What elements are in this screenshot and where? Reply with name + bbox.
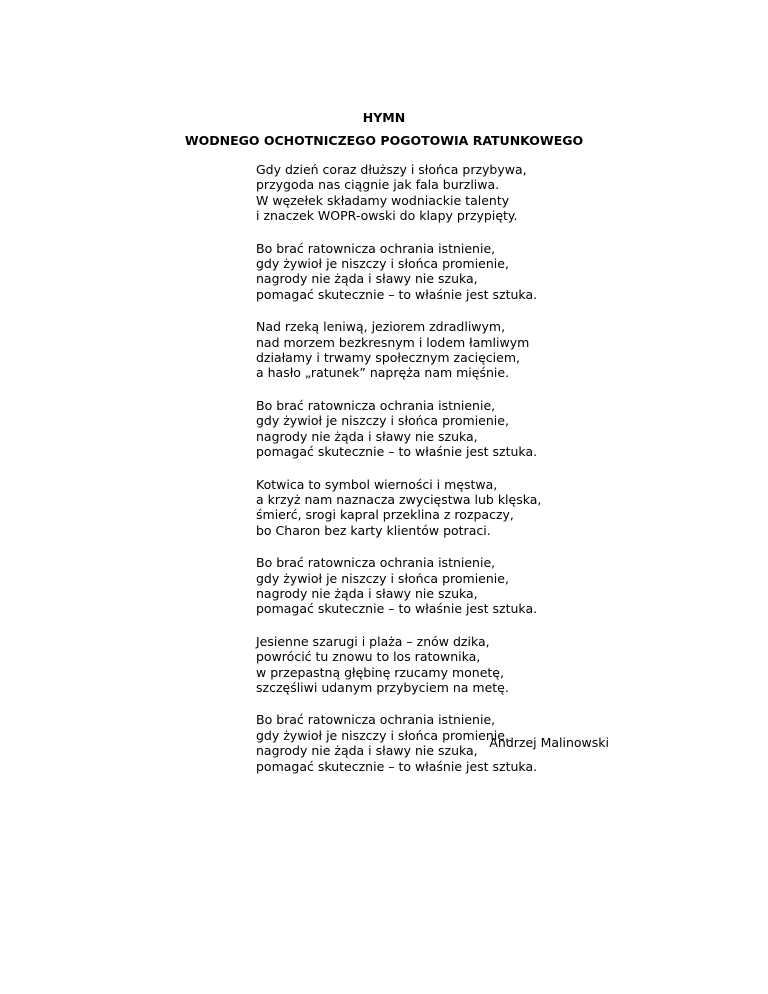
poem-body	[256, 162, 616, 791]
poem-line: szczęśliwi udanym przybyciem na metę.	[256, 679, 509, 695]
poem-line: śmierć, srogi kapral przeklina z rozpaczy,	[256, 507, 514, 523]
poem-line: Bo brać ratownicza ochrania istnienie,	[256, 712, 496, 728]
poem-line: nagrody nie żąda i sławy nie szuka,	[256, 743, 478, 759]
poem-line: powrócić tu znowu to los ratownika,	[256, 649, 481, 665]
poem-line: przygoda nas ciągnie jak fala burzliwa.	[256, 177, 500, 193]
stanza	[256, 319, 616, 381]
refrain-stanza	[256, 555, 616, 617]
refrain-stanza	[256, 398, 616, 460]
poem-line: Bo brać ratownicza ochrania istnienie,	[256, 397, 496, 413]
poem-line: gdy żywioł je niszczy i słońca promienie,	[256, 256, 509, 272]
poem-line: bo Charon bez karty klientów potraci.	[256, 522, 491, 538]
poem-line: Gdy dzień coraz dłuższy i słońca przybywa,	[256, 162, 527, 177]
document-subtitle: WODNEGO OCHOTNICZEGO POGOTOWIA RATUNKOWEGO	[184, 133, 584, 148]
stanza	[256, 162, 616, 224]
poem-line: nagrody nie żąda i sławy nie szuka,	[256, 585, 478, 601]
poem-line: pomagać skutecznie – to właśnie jest sztuka.	[256, 601, 538, 617]
poem-line: Nad rzeką leniwą, jeziorem zdradliwym,	[256, 319, 506, 335]
poem-line: gdy żywioł je niszczy i słońca promienie,	[256, 413, 509, 429]
poem-line: Bo brać ratownicza ochrania istnienie,	[256, 240, 496, 256]
poem-line: Jesienne szarugi i plaża – znów dzika,	[256, 633, 490, 649]
poem-line: i znaczek WOPR-owski do klapy przypięty.	[256, 208, 518, 224]
poem-line: nagrody nie żąda i sławy nie szuka,	[256, 428, 478, 444]
poem-line: nagrody nie żąda i sławy nie szuka,	[256, 271, 478, 287]
poem-line: pomagać skutecznie – to właśnie jest sztuka.	[256, 444, 538, 460]
poem-line: nad morzem bezkresnym i lodem łamliwym	[256, 334, 530, 350]
poem-line: gdy żywioł je niszczy i słońca promienie,	[256, 570, 509, 586]
poem-line: a hasło „ratunek” napręża nam mięśnie.	[256, 365, 510, 381]
poem-line: gdy żywioł je niszczy i słońca promienie,	[256, 727, 509, 743]
poem-line: Kotwica to symbol wierności i męstwa,	[256, 476, 498, 492]
stanza	[256, 634, 616, 696]
stanza	[256, 477, 616, 539]
poem-line: Bo brać ratownicza ochrania istnienie,	[256, 555, 496, 571]
poem-line: W węzełek składamy wodniackie talenty	[256, 192, 510, 208]
poem-line: a krzyż nam naznacza zwycięstwa lub klęska,	[256, 491, 542, 507]
poem-line: pomagać skutecznie – to właśnie jest sztuka.	[256, 286, 538, 302]
poem-line: pomagać skutecznie – to właśnie jest sztuka.	[256, 758, 538, 774]
refrain-stanza	[256, 241, 616, 303]
poem-line: działamy i trwamy społecznym zacięciem,	[256, 350, 520, 366]
author-signature: Andrzej Malinowski	[489, 735, 609, 750]
poem-line: w przepastną głębinę rzucamy monetę,	[256, 664, 504, 680]
document-title: HYMN	[362, 110, 406, 125]
